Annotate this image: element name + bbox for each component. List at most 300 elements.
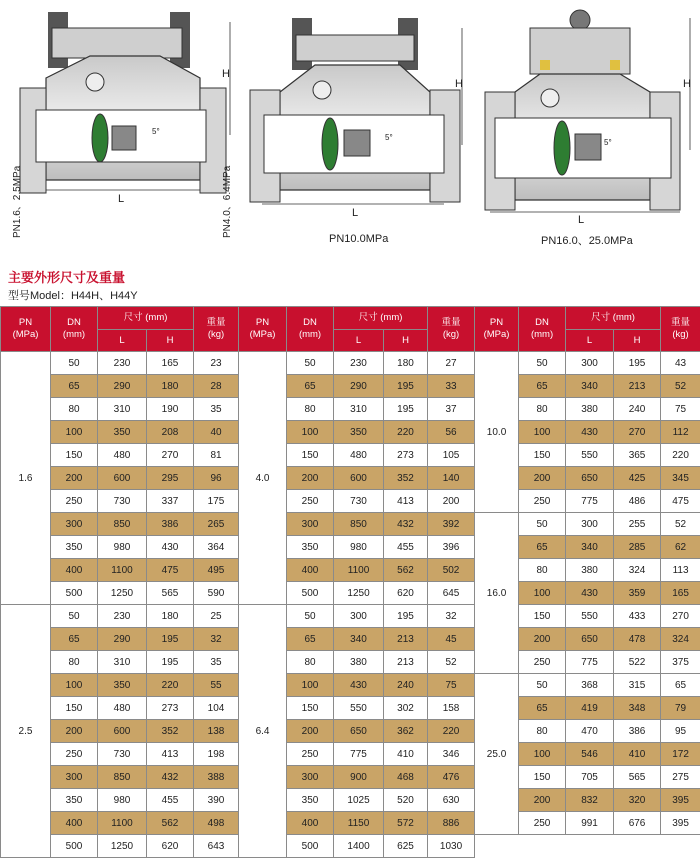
valve-drawing-middle (250, 18, 462, 204)
caption-pn16-25: PN1.6、2.5MPa (12, 165, 23, 238)
l-cell: 430 (334, 674, 384, 697)
h-cell: 365 (614, 444, 661, 467)
pn-cell: 10.0 (475, 352, 519, 513)
dn-cell: 80 (287, 651, 334, 674)
weight-cell: 643 (194, 835, 239, 858)
weight-cell: 43 (661, 352, 700, 375)
l-cell: 600 (334, 467, 384, 490)
h-cell: 195 (147, 628, 194, 651)
h-cell: 320 (614, 789, 661, 812)
header-l: L (334, 330, 384, 352)
dn-cell: 65 (287, 375, 334, 398)
l-cell: 650 (566, 467, 614, 490)
weight-cell: 113 (661, 559, 700, 582)
weight-cell: 52 (661, 375, 700, 398)
table-row (1, 835, 700, 858)
table-row (1, 490, 700, 513)
header-weight: 重量 (kg) (194, 307, 239, 352)
weight-cell: 158 (428, 697, 475, 720)
dn-cell: 150 (287, 697, 334, 720)
weight-cell: 392 (428, 513, 475, 536)
l-cell: 350 (334, 421, 384, 444)
h-cell: 285 (614, 536, 661, 559)
h-cell: 180 (147, 605, 194, 628)
spec-table-head (1, 307, 700, 352)
weight-cell: 346 (428, 743, 475, 766)
h-cell: 468 (384, 766, 428, 789)
dn-cell: 400 (287, 559, 334, 582)
dn-cell: 300 (51, 513, 98, 536)
table-row (1, 467, 700, 490)
valve-diagrams (0, 0, 700, 255)
l-cell: 480 (334, 444, 384, 467)
pn-cell: 4.0 (239, 352, 287, 605)
weight-cell: 270 (661, 605, 700, 628)
header-weight: 重量 (kg) (661, 307, 700, 352)
table-row (1, 536, 700, 559)
header-h: H (614, 330, 661, 352)
h-cell: 572 (384, 812, 428, 835)
dn-cell: 200 (519, 789, 566, 812)
valve-drawing-right (485, 10, 690, 212)
l-cell: 730 (98, 490, 147, 513)
dim-l-left: L (118, 193, 125, 205)
l-cell: 850 (98, 766, 147, 789)
l-cell: 430 (566, 582, 614, 605)
h-cell: 413 (147, 743, 194, 766)
dim-h-right: H (683, 78, 691, 90)
l-cell: 430 (566, 421, 614, 444)
l-cell: 290 (334, 375, 384, 398)
dn-cell: 250 (287, 743, 334, 766)
weight-cell: 95 (661, 720, 700, 743)
weight-cell: 81 (194, 444, 239, 467)
h-cell: 213 (384, 628, 428, 651)
model-line: 型号Model：H44H、H44Y (8, 290, 138, 302)
weight-cell: 140 (428, 467, 475, 490)
h-cell: 455 (384, 536, 428, 559)
h-cell: 565 (614, 766, 661, 789)
weight-cell: 475 (661, 490, 700, 513)
weight-cell: 364 (194, 536, 239, 559)
weight-cell: 396 (428, 536, 475, 559)
h-cell: 302 (384, 697, 428, 720)
weight-cell: 476 (428, 766, 475, 789)
h-cell: 270 (614, 421, 661, 444)
h-cell: 240 (614, 398, 661, 421)
h-cell: 486 (614, 490, 661, 513)
dn-cell: 350 (287, 789, 334, 812)
table-row (1, 720, 700, 743)
table-row (1, 375, 700, 398)
h-cell: 386 (147, 513, 194, 536)
dn-cell: 65 (519, 536, 566, 559)
l-cell: 480 (98, 444, 147, 467)
l-cell: 705 (566, 766, 614, 789)
l-cell: 980 (98, 536, 147, 559)
h-cell: 562 (384, 559, 428, 582)
l-cell: 1100 (334, 559, 384, 582)
h-cell: 432 (384, 513, 428, 536)
dn-cell: 150 (287, 444, 334, 467)
l-cell: 380 (566, 559, 614, 582)
dn-cell: 80 (519, 559, 566, 582)
dn-cell: 150 (519, 444, 566, 467)
l-cell: 550 (566, 605, 614, 628)
header-h: H (384, 330, 428, 352)
dn-cell: 300 (51, 766, 98, 789)
h-cell: 565 (147, 582, 194, 605)
dn-cell: 500 (51, 835, 98, 858)
dn-cell: 400 (287, 812, 334, 835)
dn-cell: 50 (51, 352, 98, 375)
dn-cell: 400 (51, 559, 98, 582)
weight-cell: 23 (194, 352, 239, 375)
dn-cell: 65 (519, 697, 566, 720)
dn-cell: 350 (51, 789, 98, 812)
l-cell: 775 (566, 651, 614, 674)
weight-cell: 56 (428, 421, 475, 444)
h-cell: 270 (147, 444, 194, 467)
table-row (1, 605, 700, 628)
weight-cell: 52 (661, 513, 700, 536)
table-row (1, 582, 700, 605)
weight-cell: 175 (194, 490, 239, 513)
l-cell: 300 (566, 513, 614, 536)
dim-h-middle: H (455, 78, 463, 90)
pn-cell: 25.0 (475, 674, 519, 835)
dn-cell: 500 (51, 582, 98, 605)
l-cell: 290 (98, 375, 147, 398)
h-cell: 433 (614, 605, 661, 628)
header-dn: DN (mm) (519, 307, 566, 352)
l-cell: 290 (98, 628, 147, 651)
dn-cell: 65 (519, 375, 566, 398)
l-cell: 650 (566, 628, 614, 651)
dn-cell: 400 (51, 812, 98, 835)
l-cell: 230 (98, 352, 147, 375)
weight-cell: 35 (194, 398, 239, 421)
weight-cell: 165 (661, 582, 700, 605)
weight-cell: 590 (194, 582, 239, 605)
h-cell: 324 (614, 559, 661, 582)
table-row (1, 352, 700, 375)
l-cell: 1250 (98, 835, 147, 858)
l-cell: 230 (98, 605, 147, 628)
table-row (1, 559, 700, 582)
weight-cell: 138 (194, 720, 239, 743)
l-cell: 730 (98, 743, 147, 766)
header-pn: PN (MPa) (1, 307, 51, 352)
weight-cell: 65 (661, 674, 700, 697)
l-cell: 380 (566, 398, 614, 421)
dn-cell: 500 (287, 582, 334, 605)
dn-cell: 50 (51, 605, 98, 628)
weight-cell: 645 (428, 582, 475, 605)
h-cell: 348 (614, 697, 661, 720)
dn-cell: 350 (51, 536, 98, 559)
h-cell: 240 (384, 674, 428, 697)
spec-table-wrapper (0, 306, 700, 858)
weight-cell: 112 (661, 421, 700, 444)
header-pn: PN (MPa) (239, 307, 287, 352)
l-cell: 350 (98, 674, 147, 697)
l-cell: 1100 (98, 559, 147, 582)
pn-cell: 1.6 (1, 352, 51, 605)
dn-cell: 65 (287, 628, 334, 651)
h-cell: 337 (147, 490, 194, 513)
dn-cell: 65 (51, 375, 98, 398)
l-cell: 775 (566, 490, 614, 513)
l-cell: 300 (566, 352, 614, 375)
h-cell: 220 (147, 674, 194, 697)
h-cell: 190 (147, 398, 194, 421)
table-row (1, 651, 700, 674)
l-cell: 546 (566, 743, 614, 766)
l-cell: 775 (334, 743, 384, 766)
h-cell: 180 (147, 375, 194, 398)
table-row (1, 421, 700, 444)
weight-cell: 75 (428, 674, 475, 697)
header-h: H (147, 330, 194, 352)
dn-cell: 250 (519, 651, 566, 674)
table-row (1, 789, 700, 812)
h-cell: 562 (147, 812, 194, 835)
dn-cell: 150 (51, 697, 98, 720)
h-cell: 625 (384, 835, 428, 858)
angle-middle: 5° (385, 133, 393, 142)
l-cell: 380 (334, 651, 384, 674)
dn-cell: 200 (51, 467, 98, 490)
header-weight: 重量 (kg) (428, 307, 475, 352)
pn-cell: 6.4 (239, 605, 287, 858)
l-cell: 650 (334, 720, 384, 743)
weight-cell: 32 (428, 605, 475, 628)
dn-cell: 65 (51, 628, 98, 651)
l-cell: 600 (98, 467, 147, 490)
table-row (1, 628, 700, 651)
l-cell: 480 (98, 697, 147, 720)
l-cell: 850 (98, 513, 147, 536)
spec-table-body (1, 352, 700, 858)
weight-cell: 630 (428, 789, 475, 812)
dn-cell: 250 (287, 490, 334, 513)
dim-l-middle: L (352, 207, 359, 219)
header-l: L (98, 330, 147, 352)
l-cell: 600 (98, 720, 147, 743)
h-cell: 413 (384, 490, 428, 513)
h-cell: 430 (147, 536, 194, 559)
l-cell: 550 (334, 697, 384, 720)
h-cell: 410 (384, 743, 428, 766)
weight-cell: 886 (428, 812, 475, 835)
l-cell: 340 (566, 536, 614, 559)
table-row (1, 674, 700, 697)
l-cell: 310 (334, 398, 384, 421)
weight-cell: 105 (428, 444, 475, 467)
weight-cell: 45 (428, 628, 475, 651)
dn-cell: 300 (287, 513, 334, 536)
angle-right: 5° (604, 138, 612, 147)
weight-cell: 172 (661, 743, 700, 766)
l-cell: 419 (566, 697, 614, 720)
caption-pn160-250: PN16.0、25.0MPa (541, 235, 633, 247)
dn-cell: 350 (287, 536, 334, 559)
dn-cell: 80 (519, 720, 566, 743)
dn-cell: 100 (287, 674, 334, 697)
dn-cell: 200 (519, 628, 566, 651)
h-cell: 386 (614, 720, 661, 743)
weight-cell: 28 (194, 375, 239, 398)
table-row (1, 743, 700, 766)
h-cell: 352 (384, 467, 428, 490)
dn-cell: 250 (519, 812, 566, 835)
h-cell: 195 (147, 651, 194, 674)
table-row (1, 697, 700, 720)
weight-cell: 52 (428, 651, 475, 674)
l-cell: 230 (334, 352, 384, 375)
h-cell: 455 (147, 789, 194, 812)
header-pn: PN (MPa) (475, 307, 519, 352)
weight-cell: 220 (428, 720, 475, 743)
weight-cell: 32 (194, 628, 239, 651)
h-cell: 165 (147, 352, 194, 375)
h-cell: 520 (384, 789, 428, 812)
l-cell: 980 (334, 536, 384, 559)
l-cell: 310 (98, 398, 147, 421)
weight-cell: 35 (194, 651, 239, 674)
dn-cell: 80 (287, 398, 334, 421)
header-l: L (566, 330, 614, 352)
dn-cell: 300 (287, 766, 334, 789)
angle-left: 5° (152, 127, 160, 136)
dn-cell: 200 (287, 467, 334, 490)
l-cell: 550 (566, 444, 614, 467)
l-cell: 730 (334, 490, 384, 513)
dn-cell: 150 (51, 444, 98, 467)
h-cell: 195 (384, 605, 428, 628)
weight-cell: 324 (661, 628, 700, 651)
pn-cell: 16.0 (475, 513, 519, 674)
h-cell: 432 (147, 766, 194, 789)
caption-pn100: PN10.0MPa (329, 233, 389, 245)
table-row (1, 513, 700, 536)
l-cell: 470 (566, 720, 614, 743)
h-cell: 195 (614, 352, 661, 375)
weight-cell: 502 (428, 559, 475, 582)
weight-cell: 40 (194, 421, 239, 444)
l-cell: 300 (334, 605, 384, 628)
header-dn: DN (mm) (287, 307, 334, 352)
l-cell: 900 (334, 766, 384, 789)
dn-cell: 100 (519, 421, 566, 444)
weight-cell: 275 (661, 766, 700, 789)
h-cell: 180 (384, 352, 428, 375)
weight-cell: 495 (194, 559, 239, 582)
h-cell: 255 (614, 513, 661, 536)
h-cell: 273 (384, 444, 428, 467)
weight-cell: 395 (661, 789, 700, 812)
weight-cell: 33 (428, 375, 475, 398)
h-cell: 208 (147, 421, 194, 444)
h-cell: 315 (614, 674, 661, 697)
h-cell: 410 (614, 743, 661, 766)
dn-cell: 100 (51, 421, 98, 444)
dn-cell: 500 (287, 835, 334, 858)
l-cell: 1150 (334, 812, 384, 835)
weight-cell: 79 (661, 697, 700, 720)
l-cell: 310 (98, 651, 147, 674)
weight-cell: 37 (428, 398, 475, 421)
weight-cell: 27 (428, 352, 475, 375)
h-cell: 620 (147, 835, 194, 858)
l-cell: 850 (334, 513, 384, 536)
weight-cell: 25 (194, 605, 239, 628)
section-heading: 主要外形尺寸及重量 (8, 270, 126, 285)
l-cell: 350 (98, 421, 147, 444)
header-dn: DN (mm) (51, 307, 98, 352)
h-cell: 195 (384, 398, 428, 421)
h-cell: 273 (147, 697, 194, 720)
weight-cell: 375 (661, 651, 700, 674)
weight-cell: 265 (194, 513, 239, 536)
dn-cell: 150 (519, 605, 566, 628)
weight-cell: 388 (194, 766, 239, 789)
header-size: 尺寸 (mm) (566, 307, 661, 330)
l-cell: 980 (98, 789, 147, 812)
dn-cell: 200 (287, 720, 334, 743)
table-row (1, 812, 700, 835)
table-row (1, 398, 700, 421)
h-cell: 620 (384, 582, 428, 605)
dn-cell: 250 (51, 743, 98, 766)
dn-cell: 100 (519, 582, 566, 605)
weight-cell: 1030 (428, 835, 475, 858)
dim-h-left: H (222, 68, 230, 80)
l-cell: 1025 (334, 789, 384, 812)
h-cell: 195 (384, 375, 428, 398)
pn-cell: 2.5 (1, 605, 51, 858)
l-cell: 1400 (334, 835, 384, 858)
h-cell: 295 (147, 467, 194, 490)
h-cell: 220 (384, 421, 428, 444)
l-cell: 1250 (334, 582, 384, 605)
weight-cell: 395 (661, 812, 700, 835)
weight-cell: 62 (661, 536, 700, 559)
dn-cell: 50 (519, 352, 566, 375)
l-cell: 832 (566, 789, 614, 812)
h-cell: 213 (614, 375, 661, 398)
weight-cell: 220 (661, 444, 700, 467)
h-cell: 676 (614, 812, 661, 835)
l-cell: 1100 (98, 812, 147, 835)
dim-l-right: L (578, 214, 585, 226)
h-cell: 522 (614, 651, 661, 674)
l-cell: 991 (566, 812, 614, 835)
valve-drawings-svg (0, 0, 700, 255)
l-cell: 368 (566, 674, 614, 697)
weight-cell: 345 (661, 467, 700, 490)
dn-cell: 250 (519, 490, 566, 513)
weight-cell: 198 (194, 743, 239, 766)
dn-cell: 50 (287, 605, 334, 628)
weight-cell: 55 (194, 674, 239, 697)
weight-cell: 200 (428, 490, 475, 513)
dn-cell: 80 (51, 651, 98, 674)
dn-cell: 250 (51, 490, 98, 513)
h-cell: 425 (614, 467, 661, 490)
dn-cell: 100 (51, 674, 98, 697)
